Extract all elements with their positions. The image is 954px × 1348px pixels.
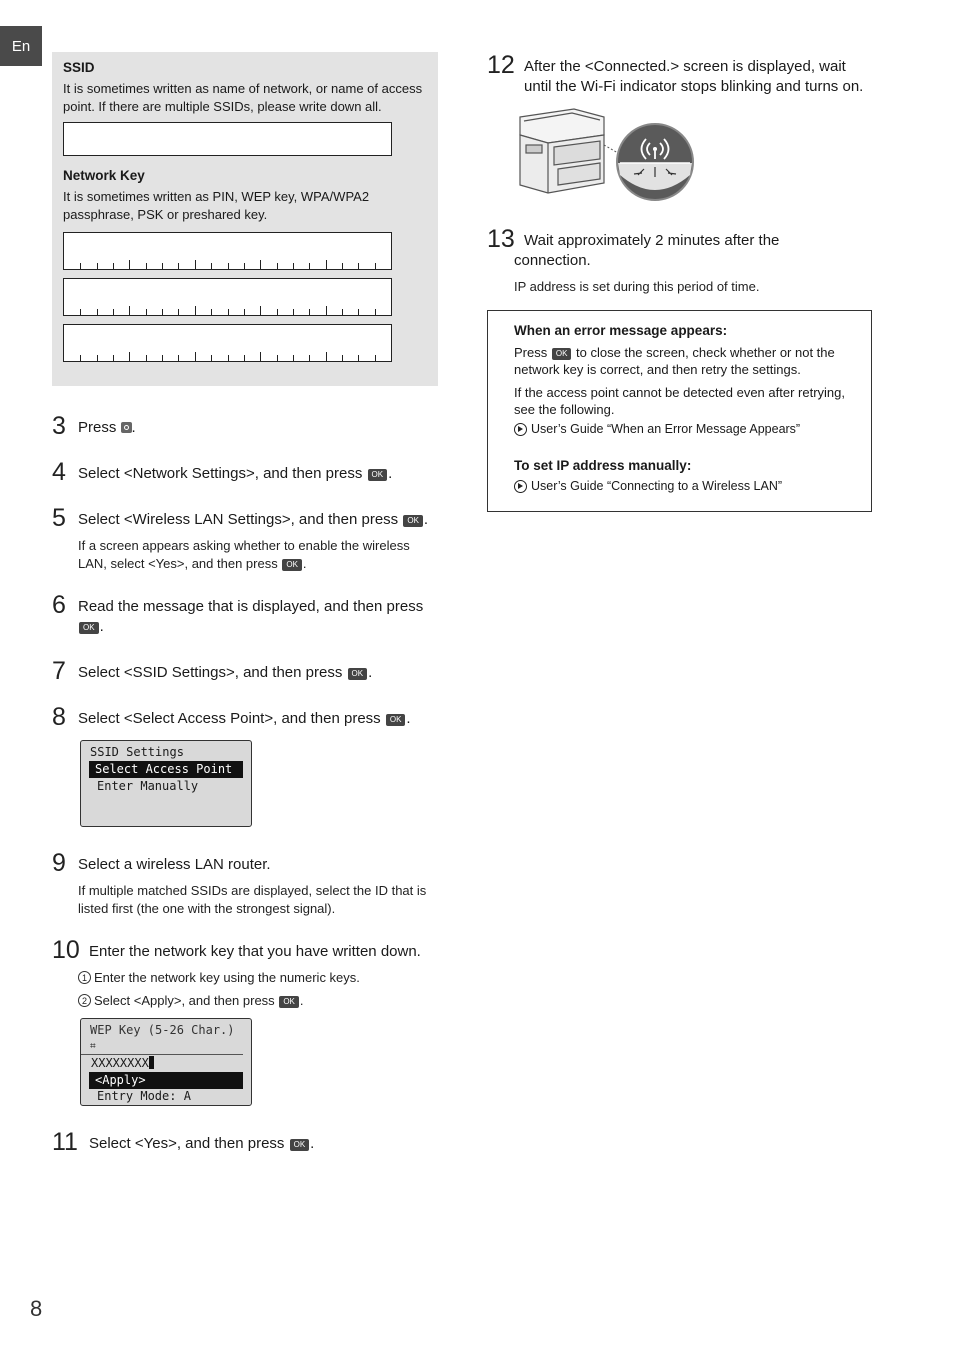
ok-key-icon: OK (79, 622, 99, 634)
step-number: 4 (52, 458, 66, 486)
network-key-title: Network Key (63, 168, 145, 183)
step-text: Select <SSID Settings>, and then press OK . (78, 664, 373, 681)
circled-number: 2 (78, 994, 91, 1007)
tick-mark (326, 352, 327, 361)
manual-ip-title: To set IP address manually: (514, 458, 692, 473)
step-text: Select <Wireless LAN Settings>, and then press OK . (78, 511, 429, 528)
step-number: 7 (52, 657, 66, 685)
lcd-ssid-settings (80, 740, 252, 827)
tick-mark (113, 355, 114, 361)
step-text: Select <Select Access Point>, and then press OK . (78, 710, 411, 727)
tick-mark (277, 263, 278, 269)
language-tab: En (0, 26, 42, 66)
tick-mark (146, 309, 147, 315)
step-6 (52, 591, 442, 637)
tick-mark (358, 263, 359, 269)
step-4 (52, 458, 393, 486)
tick-mark (211, 309, 212, 315)
tick-mark (244, 355, 245, 361)
tick-mark (277, 355, 278, 361)
error-message-title: When an error message appears: (514, 323, 728, 338)
tick-mark (113, 309, 114, 315)
arrow-right-icon (514, 423, 527, 436)
network-info-box (52, 52, 438, 386)
circled-number: 1 (78, 971, 91, 984)
tick-mark (293, 263, 294, 269)
step-substep-1: 1 Enter the network key using the numeric keys. (78, 969, 447, 987)
printer-icon (520, 109, 604, 193)
ok-key-icon: OK (282, 559, 302, 571)
lcd-menu-item: Enter Manually (97, 779, 199, 793)
step-5 (52, 504, 442, 573)
lcd-selected-item: <Apply> (89, 1072, 243, 1089)
tick-mark (113, 263, 114, 269)
step-13 (487, 225, 877, 296)
tick-mark (326, 260, 327, 269)
lcd-network-key-entry (80, 1018, 252, 1106)
step-8 (52, 703, 411, 731)
ssid-description: It is sometimes written as name of network, or name of access point. If there are multiple SSIDs, please write down all. (63, 81, 423, 114)
tick-mark (178, 263, 179, 269)
tick-mark (260, 306, 261, 315)
step-number: 5 (52, 504, 66, 532)
step-substep-2: 2 Select <Apply>, and then press OK . (78, 992, 447, 1010)
tick-mark (277, 309, 278, 315)
lcd-key-value: XXXXXXXX (81, 1055, 251, 1072)
tick-mark (195, 352, 196, 361)
step-text: Read the message that is displayed, and then press OK . (78, 598, 424, 635)
network-key-description: It is sometimes written as PIN, WEP key, WPA/WPA2 passphrase, PSK or preshared key. (63, 189, 370, 222)
menu-key-icon (121, 422, 132, 433)
tick-mark (146, 263, 147, 269)
lcd-title: SSID Settings (90, 745, 184, 759)
tick-mark (309, 355, 310, 361)
step-7 (52, 657, 373, 685)
users-guide-reference-wireless: User’s Guide “Connecting to a Wireless LAN” (514, 479, 851, 493)
ok-key-icon: OK (348, 668, 368, 680)
tick-mark (342, 309, 343, 315)
step-text: Select a wireless LAN router. (78, 856, 271, 873)
step-number: 12 (487, 51, 515, 79)
tick-mark (80, 355, 81, 361)
step-text: Select <Yes>, and then press OK . (89, 1135, 315, 1152)
step-11 (52, 1128, 315, 1156)
step-9 (52, 849, 442, 918)
error-instruction: Press OK to close the screen, check whether or not the network key is correct, and then retry the settings. (514, 345, 835, 377)
step-text: Wait approximately 2 minutes after the connection. (514, 232, 780, 269)
wifi-indicator-icon (617, 124, 693, 200)
tick-mark (162, 355, 163, 361)
step-text: After the <Connected.> screen is displayed, wait until the Wi-Fi indicator stops blinking and turns on. (524, 58, 864, 95)
lcd-entry-mode: Entry Mode: A (97, 1089, 191, 1103)
tick-mark (260, 352, 261, 361)
tick-mark (80, 309, 81, 315)
ssid-title: SSID (63, 60, 95, 75)
keypad-icon: ⌗ (81, 1039, 243, 1055)
tick-mark (195, 306, 196, 315)
step-number: 6 (52, 591, 66, 619)
tick-mark (178, 309, 179, 315)
step-note: If multiple matched SSIDs are displayed, select the ID that is listed first (the one with the strongest signal). (78, 883, 427, 916)
tick-mark (293, 309, 294, 315)
ok-key-icon: OK (279, 996, 299, 1008)
tick-mark (244, 309, 245, 315)
error-info-box (487, 310, 872, 512)
tick-mark (358, 309, 359, 315)
tick-mark (309, 309, 310, 315)
page-number: 8 (30, 1296, 43, 1321)
error-access-point-note: If the access point cannot be detected even after retrying, see the following. (514, 385, 845, 417)
tick-mark (129, 260, 130, 269)
tick-mark (309, 263, 310, 269)
tick-mark (97, 355, 98, 361)
tick-mark (129, 352, 130, 361)
step-10 (52, 936, 447, 1010)
tick-mark (342, 355, 343, 361)
tick-mark (211, 355, 212, 361)
tick-mark (80, 263, 81, 269)
tick-mark (211, 263, 212, 269)
network-key-field-2 (63, 278, 392, 316)
tick-mark (326, 306, 327, 315)
step-number: 9 (52, 849, 66, 877)
step-text: Enter the network key that you have written down. (89, 943, 421, 960)
printer-wifi-illustration (514, 105, 696, 205)
step-3 (52, 412, 136, 440)
tick-mark (342, 263, 343, 269)
tick-mark (228, 355, 229, 361)
lcd-title: WEP Key (5-26 Char.) (90, 1023, 235, 1037)
network-key-field-3 (63, 324, 392, 362)
tick-mark (228, 263, 229, 269)
step-text: Press . (78, 419, 136, 436)
ok-key-icon: OK (368, 469, 388, 481)
tick-mark (97, 263, 98, 269)
step-note: IP address is set during this period of time. (514, 279, 760, 294)
tick-mark (375, 263, 376, 269)
tick-mark (178, 355, 179, 361)
ssid-write-field (63, 122, 392, 156)
step-note: If a screen appears asking whether to enable the wireless LAN, select <Yes>, and then press OK . (78, 538, 410, 571)
tick-mark (228, 309, 229, 315)
step-number: 11 (52, 1128, 78, 1156)
tick-mark (97, 309, 98, 315)
ok-key-icon: OK (290, 1139, 310, 1151)
tick-mark (358, 355, 359, 361)
step-number: 10 (52, 936, 80, 964)
tick-mark (375, 309, 376, 315)
users-guide-reference-error: User’s Guide “When an Error Message Appears” (514, 422, 851, 436)
step-number: 13 (487, 225, 515, 253)
tick-mark (293, 355, 294, 361)
step-number: 8 (52, 703, 66, 731)
tick-mark (260, 260, 261, 269)
ok-key-icon: OK (386, 714, 406, 726)
tick-mark (162, 263, 163, 269)
tick-mark (129, 306, 130, 315)
tick-mark (375, 355, 376, 361)
step-number: 3 (52, 412, 66, 440)
arrow-right-icon (514, 480, 527, 493)
tick-mark (162, 309, 163, 315)
lcd-selected-item: Select Access Point (89, 761, 243, 778)
tick-mark (146, 355, 147, 361)
tick-mark (244, 263, 245, 269)
network-key-field-1 (63, 232, 392, 270)
step-text: Select <Network Settings>, and then press OK . (78, 465, 393, 482)
ok-key-icon: OK (403, 515, 423, 527)
ok-key-icon: OK (552, 348, 572, 360)
step-12 (487, 51, 877, 97)
tick-mark (195, 260, 196, 269)
